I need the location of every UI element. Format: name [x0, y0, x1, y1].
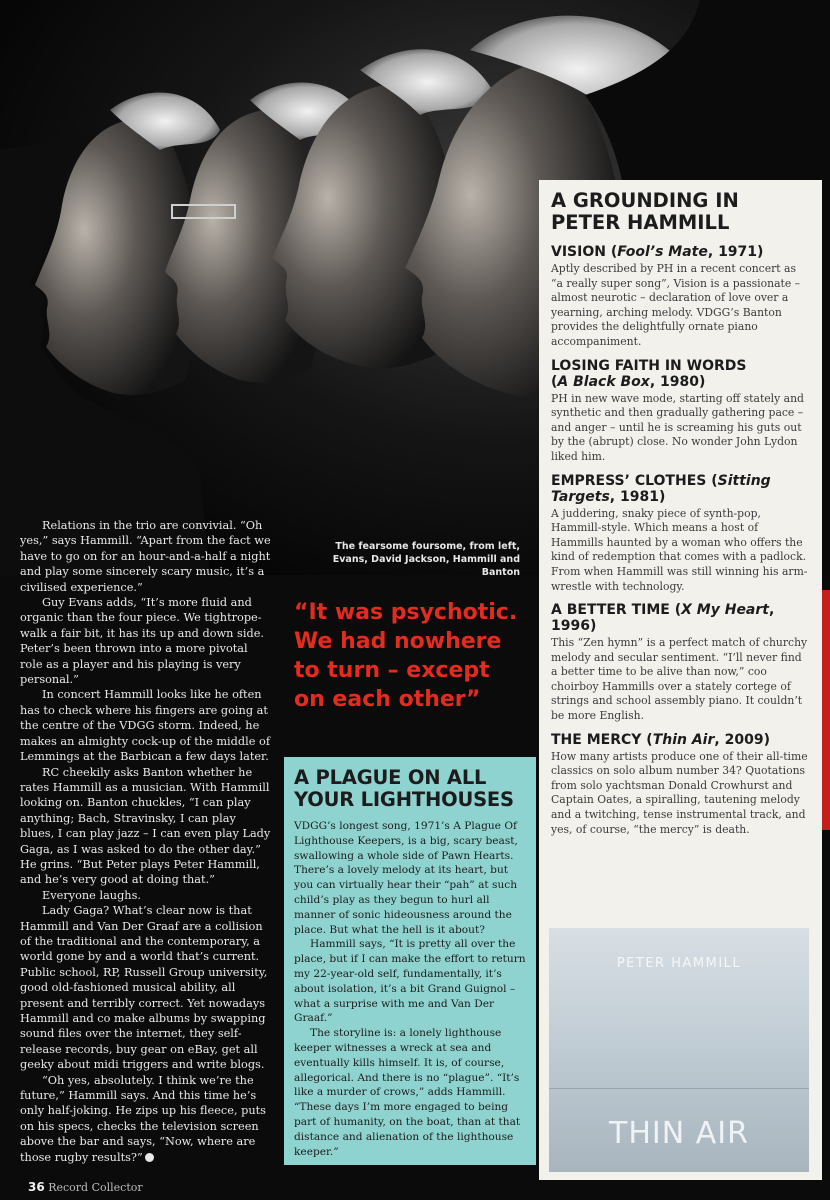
entry-album: Thin Air [652, 731, 715, 748]
entry-album: X My Heart [681, 602, 769, 619]
entry-year: 1971 [718, 244, 758, 260]
article-paragraph: Relations in the trio are convivial. “Oh yes,” says Hammill. “Apart from the fact we have to go on for an hour-and-a-half a night and play some sincerely scary music, it’s a civilised experience.” [20, 519, 271, 594]
entry-year: 1981 [620, 488, 659, 505]
page-number: 36 [28, 1180, 45, 1194]
entry-album: Sitting Targets [551, 472, 771, 505]
plague-box-title: A PLAGUE ON ALL YOUR LIGHTHOUSES [294, 766, 514, 811]
article-paragraph-text: “Oh yes, absolutely. I think we’re the future,” Hammill says. And this time he’s only half-joking. He zips up his fleece, puts on his specs, checks the television screen above the bar and says, “Now, where are those rugby results?” [20, 1073, 266, 1164]
article-paragraph: Guy Evans adds, “It’s more fluid and organic than the four piece. We tightrope-walk a fair bit, it has its up and down side. Peter’s been thrown into a more pivotal role as a player and his playing is very personal.” [20, 596, 264, 687]
edge-accent-bar [822, 590, 830, 830]
entry-song: LOSING FAITH IN WORDS [551, 357, 747, 374]
article-paragraph: RC cheekily asks Banton whether he rates Hammill as a musician. With Hammill looking on. Banton chuckles, “I can play anything; Bach, Stravinsky, I can play blues, I can play jazz – I can even play Lady Gaga, as I was asked to do the other day.” He grins. “But Peter plays Peter Hammill, and he’s very good at doing that.” [20, 765, 271, 887]
entry-heading: A BETTER TIME (X My Heart, 1996) [551, 602, 775, 635]
album-horizon-line [549, 1088, 809, 1089]
plague-paragraph: The storyline is: a lonely lighthouse keeper witnesses a wreck at sea and eventually kills himself. It is, of course, allegorical. And there is no “plague”. “It’s like a murder of crows,” adds Hammill. “These days I’m more engaged to being part of humanity, on the boat, than at that distance and alienation of the lighthouse keeper.” [294, 1027, 521, 1158]
article-paragraph: In concert Hammill looks like he often has to check where his fingers are going at the centre of the VDGG storm. Indeed, he makes an almighty cock-up of the middle of Lemmings at the Barbican a few days later. [20, 688, 271, 764]
entry-year: 1996 [551, 618, 590, 635]
entry-text: How many artists produce one of their all-time classics on solo album number 34? Quotations from solo yachtsman Donald Crowhurst and Captain Oates, a spiralling, tautening melody and a twitching, tense instrumental track, and yes, of course, “the mercy” is death. [551, 749, 808, 836]
magazine-name: Record Collector [48, 1181, 143, 1194]
entry-heading: VISION (Fool’s Mate, 1971) [551, 244, 764, 260]
plague-box [284, 757, 536, 1165]
entry-song: VISION [551, 244, 606, 260]
photo-caption: The fearsome foursome, from left, Evans, David Jackson, Hammill and Banton [332, 541, 520, 578]
entry-text: PH in new wave mode, starting off stately and synthetic and then gradually gathering pace – and anger – until he is screaming his guts out by the (abrupt) close. No wonder John Lydon liked him. [551, 391, 804, 463]
entry-year: 2009 [724, 731, 764, 748]
entry-song: A BETTER TIME [551, 602, 670, 619]
entry-song: THE MERCY [551, 731, 642, 748]
entry-song: EMPRESS’ CLOTHES [551, 472, 707, 489]
page-footer [28, 1180, 143, 1194]
album-artist: PETER HAMMILL [616, 956, 742, 971]
plague-paragraph: Hammill says, “It is pretty all over the place, but if I can make the effort to return my 22-year-old self, fundamentally, it’s about isolation, it’s a bit Grand Guignol –what a surprise with me and Van Der Graaf.” [294, 938, 526, 1025]
album-title: THIN AIR [609, 1116, 749, 1151]
entry-text: This “Zen hymn” is a perfect match of churchy melody and secular sentiment. “I’ll never find a better time to be alive than now,” coo choirboy Hammills over a stately cortege of strings and school assembly piano. It couldn’t be more English. [551, 636, 808, 723]
article-paragraph: Everyone laughs. [42, 888, 141, 902]
pull-quote: “It was psychotic. We had nowhere to turn – except on each other” [294, 600, 518, 712]
sidebar-title: A GROUNDING IN PETER HAMMILL [551, 189, 739, 234]
main-article-column [20, 518, 272, 1165]
plague-paragraph: VDGG’s longest song, 1971’s A Plague Of Lighthouse Keepers, is a big, scary beast, swallowing a whole side of Pawn Hearts. There’s a lovely melody at its heart, but you can virtually hear their “pah” at such child’s play as they begun to hurl all manner of sonic hideousness around the place. But what the hell is it about? [294, 820, 518, 936]
end-mark-icon [145, 1153, 154, 1162]
entry-heading: THE MERCY (Thin Air, 2009) [551, 731, 770, 748]
entry-year: 1980 [660, 373, 700, 390]
album-cover [549, 928, 809, 1172]
entry-album: A Black Box [557, 373, 650, 390]
entry-heading: EMPRESS’ CLOTHES (Sitting Targets, 1981) [551, 472, 771, 505]
article-paragraph: Lady Gaga? What’s clear now is that Hammill and Van Der Graaf are a collision of the traditional and the contemporary, a world gone by and a world that’s current. Public school, RP, Russell Group university, good old-fashioned musical ability, all present and terribly correct. Yet nowadays Hammill and co make albums by swapping sound files over the internet, they self-release records, buy gear on eBay, get all geeky about midi triggers and write blogs. [20, 904, 268, 1072]
entry-album: Fool’s Mate [617, 244, 708, 260]
entry-heading: LOSING FAITH IN WORDS (A Black Box, 1980) [551, 357, 747, 390]
article-paragraph-final [20, 1073, 272, 1165]
entry-text: Aptly described by PH in a recent concert as “a really super song”, Vision is a passionate – almost neurotic – declaration of love over a yearning, arching melody. VDGG’s Banton provides the delightfully ornate piano accompaniment. [551, 262, 801, 348]
entry-text: A juddering, snaky piece of synth-pop, Hammill-style. Which means a host of Hammills haunted by a woman who offers the kind of redemption that comes with a padlock. From when Hammill was still winning his arm-wrestle with technology. [551, 506, 808, 593]
